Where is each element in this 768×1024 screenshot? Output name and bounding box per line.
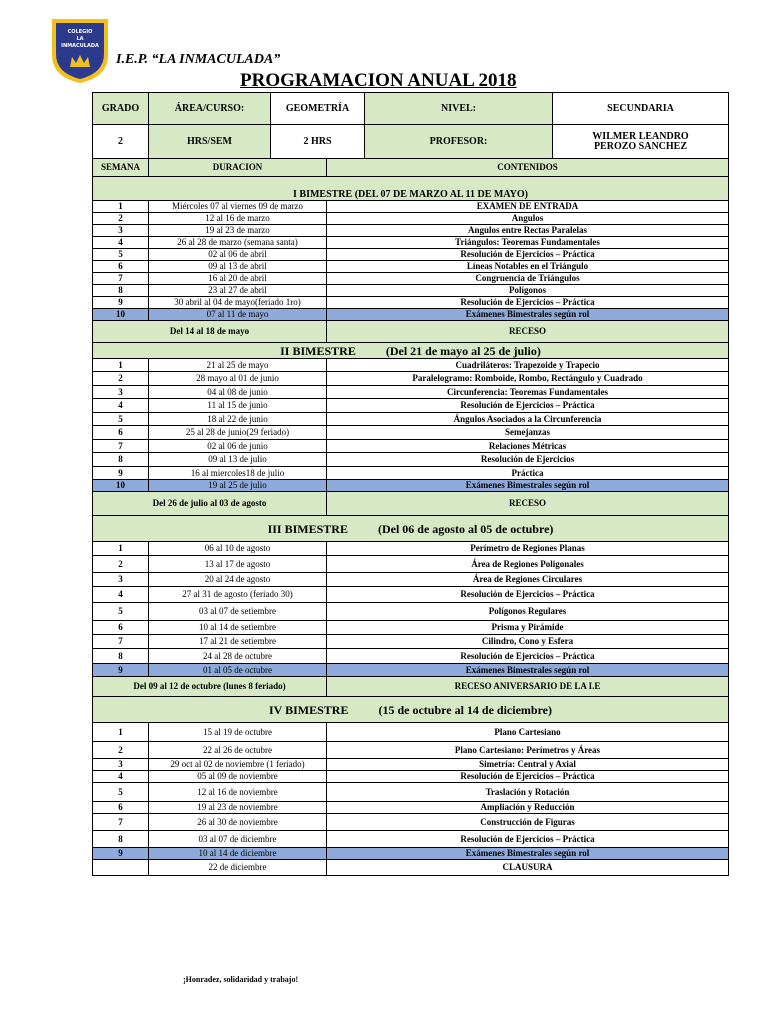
info-table: [92, 92, 729, 159]
nivel-label: NIVEL:: [365, 93, 553, 125]
week-content: Plano Cartesiano: [327, 723, 729, 742]
week-content: Polígonos Regulares: [327, 603, 729, 621]
profesor-line-1: WILMER LEANDRO: [592, 130, 689, 142]
week-row: [93, 372, 729, 386]
closing: [93, 860, 729, 876]
duracion-header: DURACION: [149, 159, 327, 177]
week-dates: 28 mayo al 01 de junio: [149, 372, 327, 386]
school-crest-logo: [50, 17, 110, 85]
week-content: Exámenes Bimestrales según rol: [327, 848, 729, 860]
week-content: Área de Regiones Circulares: [327, 573, 729, 587]
week-dates: 03 al 07 de setiembre: [149, 603, 327, 621]
week-row: [93, 542, 729, 556]
week-content: Angulos entre Rectas Paralelas: [327, 225, 729, 237]
bimestre-4-heading: [93, 697, 729, 723]
week-content: Perímetro de Regiones Planas: [327, 542, 729, 556]
week-dates: 23 al 27 de abril: [149, 285, 327, 297]
week-dates: 04 al 08 de junio: [149, 386, 327, 399]
bimestre-3-heading-cell: [93, 516, 729, 542]
grado-label: GRADO: [93, 93, 149, 125]
week-content: Resolución de Ejercicios – Práctica: [327, 399, 729, 413]
week-dates: 19 al 23 de marzo: [149, 225, 327, 237]
week-number: 6: [93, 426, 149, 440]
week-number: 3: [93, 759, 149, 771]
week-dates: 12 al 16 de marzo: [149, 213, 327, 225]
week-number: 8: [93, 285, 149, 297]
week-row: [93, 621, 729, 635]
week-number: 8: [93, 831, 149, 848]
week-content: Cilindro, Cono y Esfera: [327, 635, 729, 649]
week-dates: 30 abril al 04 de mayo(feriado 1ro): [149, 297, 327, 309]
week-number: 4: [93, 237, 149, 249]
week-row: [93, 237, 729, 249]
footer-motto: ¡Honradez, solidaridad y trabajo!: [183, 975, 299, 984]
week-dates: 11 al 15 de junio: [149, 399, 327, 413]
week-number: 3: [93, 573, 149, 587]
bimestre-2-heading-cell: [93, 343, 729, 359]
column-header-row: [93, 159, 729, 177]
week-number: 3: [93, 225, 149, 237]
week-content: Simetría: Central y Axial: [327, 759, 729, 771]
week-number: 10: [93, 309, 149, 321]
week-dates: 19 al 25 de julio: [149, 480, 327, 492]
week-number: 7: [93, 635, 149, 649]
week-dates: 03 al 07 de diciembre: [149, 831, 327, 848]
hrs-value: 2 HRS: [271, 125, 365, 159]
week-content: Exámenes Bimestrales según rol: [327, 309, 729, 321]
week-dates: 10 al 14 de setiembre: [149, 621, 327, 635]
week-row: [93, 649, 729, 664]
week-number: 9: [93, 297, 149, 309]
bimestre-name: II BIMESTRE: [280, 343, 356, 358]
week-row: [93, 225, 729, 237]
week-dates: 16 al 20 de abril: [149, 273, 327, 285]
week-number: 2: [93, 742, 149, 759]
week-dates: 26 al 28 de marzo (semana santa): [149, 237, 327, 249]
week-number: 5: [93, 249, 149, 261]
week-content: Resolución de Ejercicios – Práctica: [327, 587, 729, 603]
bimestre-name: III BIMESTRE: [267, 521, 348, 536]
week-row: [93, 285, 729, 297]
week-content: Líneas Notables en el Triángulo: [327, 261, 729, 273]
contenidos-header: CONTENIDOS: [327, 159, 729, 177]
week-content: Traslación y Rotación: [327, 783, 729, 802]
week-content: Cuadriláteros: Trapezoide y Trapecio: [327, 359, 729, 372]
week-number: 5: [93, 783, 149, 802]
week-number: 4: [93, 399, 149, 413]
recess-2-dates: Del 26 de julio al 03 de agosto: [93, 492, 327, 516]
week-content: Área de Regiones Poligonales: [327, 556, 729, 573]
bimestre-name: IV BIMESTRE: [268, 702, 349, 717]
week-number: 5: [93, 603, 149, 621]
week-row: [93, 802, 729, 814]
schedule-table: [92, 158, 729, 876]
recess-3-label: RECESO ANIVERSARIO DE LA I.E: [327, 677, 729, 697]
svg-text:LA: LA: [76, 36, 84, 42]
week-number: 4: [93, 587, 149, 603]
week-row: [93, 201, 729, 213]
week-row: [93, 759, 729, 771]
week-content: Circunferencia: Teoremas Fundamentales: [327, 386, 729, 399]
week-row: [93, 814, 729, 831]
week-content: Resolución de Ejercicios – Práctica: [327, 297, 729, 309]
week-content: Resolución de Ejercicios – Práctica: [327, 249, 729, 261]
week-row: [93, 723, 729, 742]
bimestre-dates: (15 de octubre al 14 de diciembre): [378, 702, 552, 717]
week-row: [93, 413, 729, 426]
school-name: I.E.P. “LA INMACULADA”: [116, 52, 281, 67]
semana-header: SEMANA: [93, 159, 149, 177]
week-row: [93, 587, 729, 603]
week-content: Exámenes Bimestrales según rol: [327, 480, 729, 492]
week-dates: 20 al 24 de agosto: [149, 573, 327, 587]
week-dates: 27 al 31 de agosto (feriado 30): [149, 587, 327, 603]
week-number: 6: [93, 261, 149, 273]
profesor-line-2: PEROZO SANCHEZ: [593, 140, 688, 152]
week-dates: 26 al 30 de noviembre: [149, 814, 327, 831]
week-row: [93, 467, 729, 480]
week-dates: 01 al 05 de octubre: [149, 664, 327, 677]
recess-1-label: RECESO: [327, 321, 729, 343]
week-number: 7: [93, 814, 149, 831]
week-number: 1: [93, 201, 149, 213]
bimestre-1-heading: [93, 177, 729, 201]
week-dates: 13 al 17 de agosto: [149, 556, 327, 573]
week-dates: 29 oct al 02 de noviembre (1 feriado): [149, 759, 327, 771]
week-number: 7: [93, 440, 149, 453]
week-row: [93, 359, 729, 372]
week-content: Congruencia de Triángulos: [327, 273, 729, 285]
week-dates: 07 al 11 de mayo: [149, 309, 327, 321]
week-number: 3: [93, 386, 149, 399]
week-dates: 18 al 22 de junio: [149, 413, 327, 426]
svg-text:COLEGIO: COLEGIO: [67, 29, 93, 35]
week-content: Relaciones Métricas: [327, 440, 729, 453]
week-row: [93, 386, 729, 399]
week-number: 9: [93, 467, 149, 480]
week-row: [93, 261, 729, 273]
week-row: [93, 556, 729, 573]
week-number: 1: [93, 723, 149, 742]
closing-blank: [93, 860, 149, 876]
week-dates: 19 al 23 de noviembre: [149, 802, 327, 814]
week-number: 4: [93, 771, 149, 783]
week-content: Resolución de Ejercicios – Práctica: [327, 831, 729, 848]
week-dates: 10 al 14 de diciembre: [149, 848, 327, 860]
week-number: 8: [93, 649, 149, 664]
week-content: EXAMEN DE ENTRADA: [327, 201, 729, 213]
bimestre-dates: (Del 06 de agosto al 05 de octubre): [377, 521, 554, 536]
week-dates: 06 al 10 de agosto: [149, 542, 327, 556]
area-label: ÁREA/CURSO:: [149, 93, 271, 125]
week-row: [93, 399, 729, 413]
week-dates: 16 al miercoles18 de julio: [149, 467, 327, 480]
svg-text:INMACULADA: INMACULADA: [61, 43, 99, 49]
week-number: 9: [93, 848, 149, 860]
week-number: 2: [93, 556, 149, 573]
week-content: Resolución de Ejercicios: [327, 453, 729, 467]
week-row: [93, 831, 729, 848]
profesor-value: [553, 125, 729, 159]
week-content: Construcción de Figuras: [327, 814, 729, 831]
week-content: Práctica: [327, 467, 729, 480]
week-row: [93, 771, 729, 783]
week-row: [93, 573, 729, 587]
week-content: Ampliación y Reducción: [327, 802, 729, 814]
week-dates: 09 al 13 de abril: [149, 261, 327, 273]
week-content: Angulos: [327, 213, 729, 225]
week-row: [93, 273, 729, 285]
week-dates: 17 al 21 de setiembre: [149, 635, 327, 649]
recess-1-dates: Del 14 al 18 de mayo: [93, 321, 327, 343]
recess-2-label: RECESO: [327, 492, 729, 516]
recess-3-dates: Del 09 al 12 de octubre (lunes 8 feriado): [93, 677, 327, 697]
nivel-value: SECUNDARIA: [553, 93, 729, 125]
week-number: 1: [93, 542, 149, 556]
recess-2: [93, 492, 729, 516]
week-dates: 24 al 28 de octubre: [149, 649, 327, 664]
closing-label: CLAUSURA: [327, 860, 729, 876]
week-row: [93, 297, 729, 309]
week-dates: 05 al 09 de noviembre: [149, 771, 327, 783]
week-dates: 09 al 13 de julio: [149, 453, 327, 467]
week-number: 6: [93, 802, 149, 814]
week-content: Resolución de Ejercicios – Práctica: [327, 771, 729, 783]
closing-date: 22 de diciembre: [149, 860, 327, 876]
page-title: PROGRAMACION ANUAL 2018: [240, 70, 517, 91]
bimestre-1-heading-cell: I BIMESTRE (DEL 07 DE MARZO AL 11 DE MAYO): [93, 177, 729, 201]
recess-3: [93, 677, 729, 697]
week-dates: 21 al 25 de mayo: [149, 359, 327, 372]
week-number: 2: [93, 372, 149, 386]
week-dates: 12 al 16 de noviembre: [149, 783, 327, 802]
week-dates: 02 al 06 de abril: [149, 249, 327, 261]
week-row: [93, 309, 729, 321]
week-number: 6: [93, 621, 149, 635]
week-row: [93, 453, 729, 467]
week-number: 10: [93, 480, 149, 492]
week-content: Ángulos Asociados a la Circunferencia: [327, 413, 729, 426]
week-number: 9: [93, 664, 149, 677]
hrs-label: HRS/SEM: [149, 125, 271, 159]
week-number: 7: [93, 273, 149, 285]
grado-value: 2: [93, 125, 149, 159]
week-row: [93, 440, 729, 453]
week-row: [93, 783, 729, 802]
profesor-label: PROFESOR:: [365, 125, 553, 159]
week-content: Semejanzas: [327, 426, 729, 440]
area-value: GEOMETRÍA: [271, 93, 365, 125]
week-row: [93, 213, 729, 225]
week-row: [93, 480, 729, 492]
week-content: Plano Cartesiano: Perímetros y Áreas: [327, 742, 729, 759]
bimestre-3-heading: [93, 516, 729, 542]
week-row: [93, 603, 729, 621]
bimestre-4-heading-cell: [93, 697, 729, 723]
week-content: Resolución de Ejercicios – Práctica: [327, 649, 729, 664]
week-content: Polígonos: [327, 285, 729, 297]
week-row: [93, 426, 729, 440]
week-row: [93, 848, 729, 860]
week-dates: 22 al 26 de octubre: [149, 742, 327, 759]
week-dates: 02 al 06 de junio: [149, 440, 327, 453]
week-number: 5: [93, 413, 149, 426]
week-dates: 15 al 19 de octubre: [149, 723, 327, 742]
week-content: Triángulos: Teoremas Fundamentales: [327, 237, 729, 249]
recess-1: [93, 321, 729, 343]
week-number: 2: [93, 213, 149, 225]
week-dates: 25 al 28 de junio(29 feriado): [149, 426, 327, 440]
week-row: [93, 249, 729, 261]
week-dates: Miércoles 07 al viernes 09 de marzo: [149, 201, 327, 213]
week-row: [93, 742, 729, 759]
week-row: [93, 635, 729, 649]
bimestre-dates: (Del 21 de mayo al 25 de julio): [385, 343, 541, 358]
week-number: 1: [93, 359, 149, 372]
week-content: Exámenes Bimestrales según rol: [327, 664, 729, 677]
week-content: Paralelogramo: Romboide, Rombo, Rectángulo y Cuadrado: [327, 372, 729, 386]
week-row: [93, 664, 729, 677]
bimestre-2-heading: [93, 343, 729, 359]
week-number: 8: [93, 453, 149, 467]
week-content: Prisma y Pirámide: [327, 621, 729, 635]
